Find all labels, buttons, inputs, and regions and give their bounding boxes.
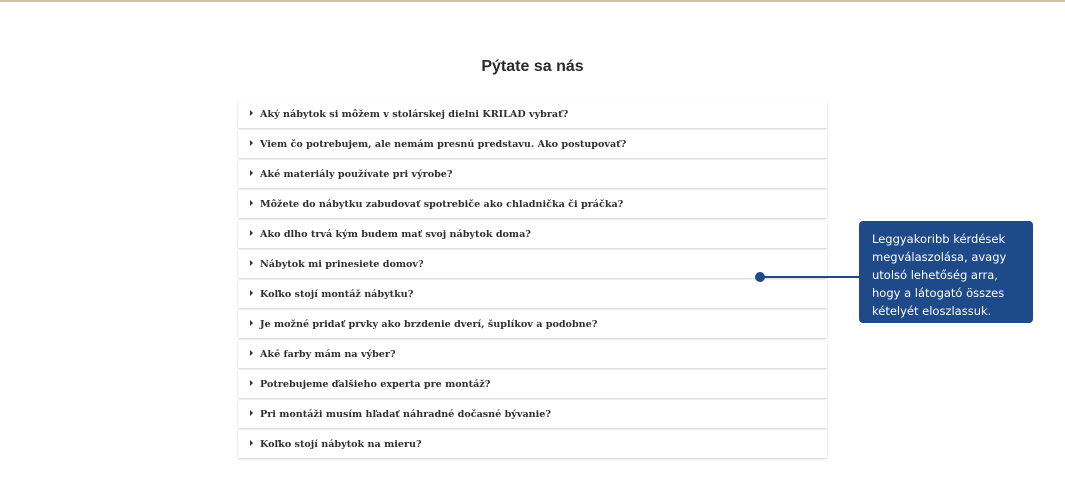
faq-item[interactable]: [238, 250, 827, 278]
caret-right-icon: [250, 230, 253, 236]
faq-item[interactable]: [238, 400, 827, 428]
faq-item[interactable]: [238, 220, 827, 248]
faq-item[interactable]: [238, 310, 827, 338]
faq-list: [238, 100, 827, 460]
caret-right-icon: [250, 170, 253, 176]
faq-question: Pri montáži musím hľadať náhradné dočasné bývanie?: [260, 408, 552, 420]
faq-question: Potrebujeme ďalšieho experta pre montáž?: [260, 378, 491, 390]
faq-item[interactable]: [238, 160, 827, 188]
caret-right-icon: [250, 110, 253, 116]
faq-heading: Pýtate sa nás: [481, 58, 584, 75]
caret-right-icon: [250, 440, 253, 446]
caret-right-icon: [250, 200, 253, 206]
faq-question: Aký nábytok si môžem v stolárskej dielni KRILAD vybrať?: [260, 108, 569, 120]
faq-question: Nábytok mi prinesiete domov?: [260, 258, 424, 270]
faq-question: Aké materiály používate pri výrobe?: [260, 168, 453, 180]
faq-item[interactable]: [238, 430, 827, 458]
annotation-connector-dot: [755, 272, 765, 282]
faq-question: Je možné pridať prvky ako brzdenie dverí, šuplíkov a podobne?: [260, 318, 598, 330]
caret-right-icon: [250, 260, 253, 266]
top-divider: [0, 0, 1065, 2]
caret-right-icon: [250, 140, 253, 146]
caret-right-icon: [250, 320, 253, 326]
faq-item[interactable]: [238, 370, 827, 398]
faq-question: Viem čo potrebujem, ale nemám presnú predstavu. Ako postupovať?: [260, 138, 627, 150]
caret-right-icon: [250, 350, 253, 356]
faq-question: Môžete do nábytku zabudovať spotrebiče ako chladnička či práčka?: [260, 198, 624, 210]
faq-item[interactable]: [238, 100, 827, 128]
caret-right-icon: [250, 290, 253, 296]
caret-right-icon: [250, 410, 253, 416]
faq-item[interactable]: [238, 130, 827, 158]
faq-question: Koľko stojí montáž nábytku?: [260, 288, 414, 300]
annotation-connector-line: [760, 276, 860, 278]
caret-right-icon: [250, 380, 253, 386]
faq-item[interactable]: [238, 340, 827, 368]
faq-item[interactable]: [238, 190, 827, 218]
faq-item[interactable]: [238, 280, 827, 308]
annotation-callout: Leggyakoribb kérdések megválaszolása, avagy utolsó lehetőség arra, hogy a látogató összes kételyét eloszlassuk.: [859, 221, 1033, 323]
faq-question: Ako dlho trvá kým budem mať svoj nábytok doma?: [260, 228, 531, 240]
faq-question: Aké farby mám na výber?: [260, 348, 396, 360]
faq-question: Koľko stojí nábytok na mieru?: [260, 438, 422, 450]
